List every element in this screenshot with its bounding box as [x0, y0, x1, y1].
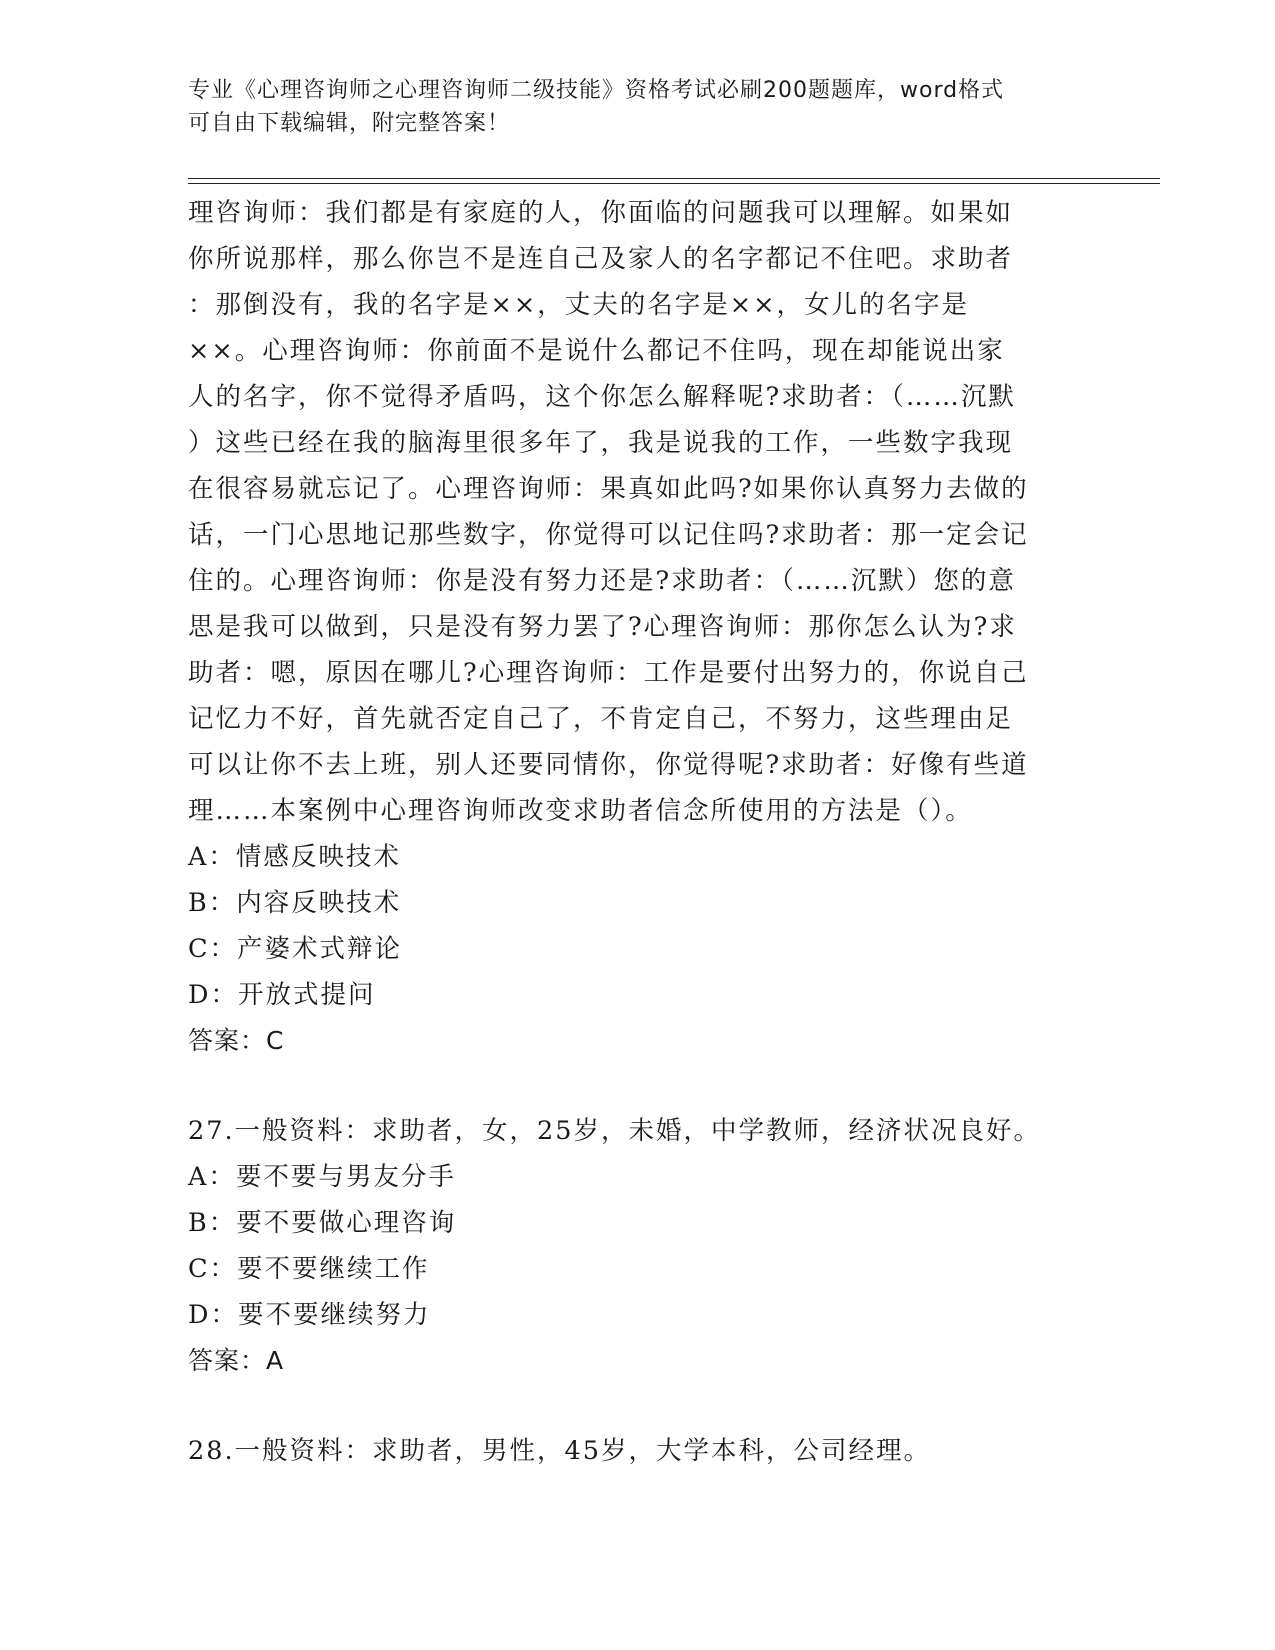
passage-line: 理咨询师：我们都是有家庭的人，你面临的问题我可以理解。如果如	[188, 198, 1014, 228]
passage-line: 住的。心理咨询师：你是没有努力还是?求助者：（……沉默）您的意	[188, 566, 1016, 596]
question-27	[188, 1108, 1088, 1384]
passage-line: 人的名字，你不觉得矛盾吗，这个你怎么解释呢?求助者：（……沉默	[188, 382, 1016, 412]
option-d: D：开放式提问	[188, 980, 376, 1010]
question-26-answer: 答案：C	[188, 1026, 285, 1055]
option-a: A：要不要与男友分手	[188, 1162, 456, 1192]
passage-line: ：那倒没有，我的名字是××，丈夫的名字是××，女儿的名字是	[188, 290, 969, 320]
passage-line: 思是我可以做到，只是没有努力罢了?心理咨询师：那你怎么认为?求	[188, 612, 1017, 642]
passage-line: 助者：嗯，原因在哪儿?心理咨询师：工作是要付出努力的，你说自己	[188, 658, 1029, 688]
passage-line: 话，一门心思地记那些数字，你觉得可以记住吗?求助者：那一定会记	[188, 520, 1029, 550]
passage-line: 记忆力不好，首先就否定自己了，不肯定自己，不努力，这些理由足	[188, 704, 1014, 734]
question-26-passage	[188, 190, 1088, 834]
passage-line: 在很容易就忘记了。心理咨询师：果真如此吗?如果你认真努力去做的	[188, 474, 1029, 504]
header-divider-top	[188, 178, 1160, 179]
passage-line: 可以让你不去上班，别人还要同情你，你觉得呢?求助者：好像有些道	[188, 750, 1029, 780]
spacer	[188, 1384, 1088, 1428]
option-a: A：情感反映技术	[188, 842, 401, 872]
header-line-1: 专业《心理咨询师之心理咨询师二级技能》资格考试必刷200题题库，word格式	[188, 78, 1005, 103]
question-stem: 27.一般资料：求助者，女，25岁，未婚，中学教师，经济状况良好。	[188, 1116, 1042, 1146]
option-c: C：产婆术式辩论	[188, 934, 403, 964]
header-line-2: 可自由下载编辑，附完整答案！	[188, 111, 511, 136]
document-body	[188, 190, 1088, 1474]
spacer	[188, 1064, 1088, 1108]
question-28	[188, 1428, 1088, 1474]
option-b: B：内容反映技术	[188, 888, 402, 918]
header-divider-bottom	[188, 183, 1160, 184]
passage-line: 理……本案例中心理咨询师改变求助者信念所使用的方法是（）。	[188, 796, 973, 826]
passage-line: 你所说那样，那么你岂不是连自己及家人的名字都记不住吧。求助者	[188, 244, 1014, 274]
option-b: B：要不要做心理咨询	[188, 1208, 457, 1238]
document-header	[188, 74, 1088, 140]
question-26-options	[188, 834, 1088, 1018]
passage-line: ）这些已经在我的脑海里很多年了，我是说我的工作，一些数字我现	[188, 428, 1014, 458]
question-stem: 28.一般资料：求助者，男性，45岁，大学本科，公司经理。	[188, 1436, 932, 1466]
passage-line: ××。心理咨询师：你前面不是说什么都记不住吗，现在却能说出家	[188, 336, 1005, 366]
option-c: C：要不要继续工作	[188, 1254, 430, 1284]
question-27-answer: 答案：A	[188, 1346, 285, 1375]
option-d: D：要不要继续努力	[188, 1300, 431, 1330]
